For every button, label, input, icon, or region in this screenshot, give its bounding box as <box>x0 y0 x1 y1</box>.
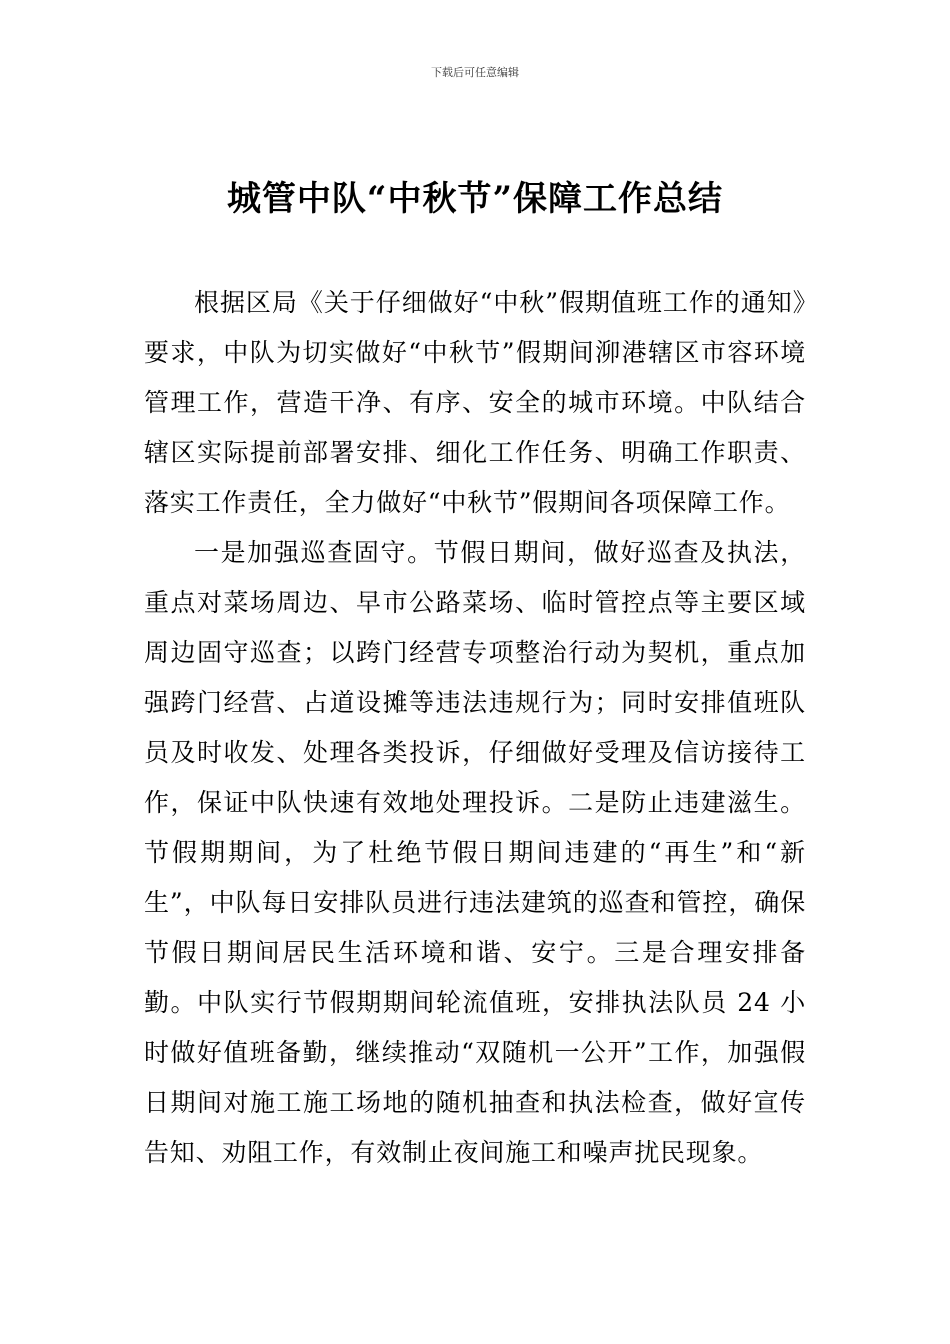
paragraph-measures: 一是加强巡查固守。节假日期间，做好巡查及执法，重点对菜场周边、早市公路菜场、临时管控点等主要区域周边固守巡查；以跨门经营专项整治行动为契机，重点加强跨门经营、占道设摊等违法违规行为；同时安排值班队员及时收发、处理各类投诉，仔细做好受理及信访接待工作，保证中队快速有效地处理投诉。二是防止违建滋生。节假期期间，为了杜绝节假日期间违建的“再生”和“新生”，中队每日安排队员进行违法建筑的巡查和管控，确保节假日期间居民生活环境和谐、安宁。三是合理安排备勤。中队实行节假期期间轮流值班，安排执法队员 24 小时做好值班备勤，继续推动“双随机一公开”工作，加强假日期间对施工施工场地的随机抽查和执法检查，做好宣传告知、劝阻工作，有效制止夜间施工和噪声扰民现象。 <box>144 538 806 1167</box>
document-body <box>144 278 806 1178</box>
header-note: 下载后可任意编辑 <box>431 66 519 79</box>
document-title: 城管中队“中秋节”保障工作总结 <box>226 179 724 219</box>
paragraph-intro: 根据区局《关于仔细做好“中秋”假期值班工作的通知》要求，中队为切实做好“中秋节”假期间泖港辖区市容环境管理工作，营造干净、有序、安全的城市环境。中队结合辖区实际提前部署安排、细化工作任务、明确工作职责、落实工作责任，全力做好“中秋节”假期间各项保障工作。 <box>144 288 806 517</box>
